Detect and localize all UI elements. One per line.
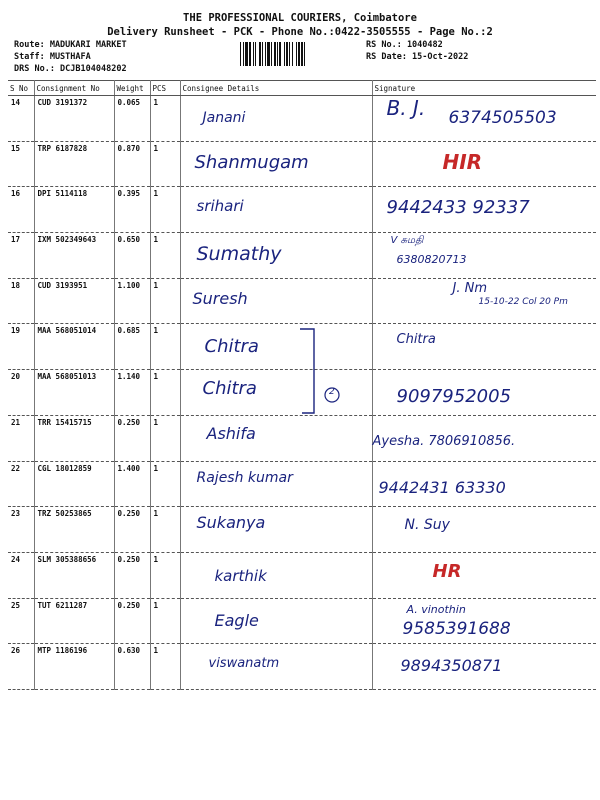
signature-handwritten: 9894350871 [400,656,503,676]
consignee-name-handwritten: karthik [214,566,267,585]
cell-sno: 18 [8,278,34,324]
cell-pcs: 1 [150,415,180,461]
cell-consignment-no: CGL 18012859 [34,461,114,507]
table-row [8,141,596,187]
signature-handwritten: 9442431 63330 [378,477,506,497]
table-row [8,96,596,142]
cell-consignment-no: MTP 1186196 [34,644,114,690]
cell-pcs: 1 [150,324,180,370]
cell-pcs: 1 [150,278,180,324]
cell-consignee [180,278,372,324]
cell-consignment-no: MAA 568051013 [34,370,114,416]
cell-sno: 14 [8,96,34,142]
cell-weight: 1.400 [114,461,150,507]
signature-note-handwritten: 6374505503 [448,108,557,128]
cell-signature [372,415,596,461]
rs-date: RS Date: 15-Oct-2022 [366,52,469,62]
cell-weight: 1.140 [114,370,150,416]
cell-pcs: 1 [150,141,180,187]
signature-handwritten: B. J. [386,96,426,120]
cell-signature [372,141,596,187]
cell-consignment-no: TRZ 50253865 [34,507,114,553]
cell-sno: 23 [8,507,34,553]
cell-consignee [180,141,372,187]
cell-signature [372,370,596,416]
cell-consignment-no: DPI 5114118 [34,187,114,233]
cell-sno: 16 [8,187,34,233]
cell-signature [372,552,596,598]
table-row [8,187,596,233]
table-row [8,233,596,279]
cell-weight: 1.100 [114,278,150,324]
cell-consignee [180,96,372,142]
cell-sno: 26 [8,644,34,690]
cell-pcs: 1 [150,552,180,598]
cell-signature [372,507,596,553]
table-row [8,461,596,507]
cell-sno: 17 [8,233,34,279]
cell-consignee [180,507,372,553]
signature-note-handwritten: 9585391688 [402,618,511,639]
cell-weight: 0.065 [114,96,150,142]
cell-signature [372,187,596,233]
company-title: THE PROFESSIONAL COURIERS, Coimbatore [183,12,417,24]
col-header-signature: Signature [372,81,596,96]
table-row [8,278,596,324]
signature-note-handwritten: 6380820713 [396,253,467,267]
cell-weight: 0.250 [114,552,150,598]
cell-pcs: 1 [150,461,180,507]
consignee-name-handwritten: Shanmugam [194,151,309,173]
cell-consignment-no: MAA 568051014 [34,324,114,370]
cell-consignee [180,461,372,507]
signature-handwritten: Chitra [396,332,436,348]
cell-weight: 0.870 [114,141,150,187]
cell-sno: 22 [8,461,34,507]
cell-pcs: 1 [150,96,180,142]
consignee-name-handwritten: Chitra [202,378,257,400]
table-row [8,415,596,461]
cell-weight: 0.630 [114,644,150,690]
cell-pcs: 1 [150,644,180,690]
table-header-row [8,81,596,96]
col-header-pcs: PCS [150,81,180,96]
cell-weight: 0.395 [114,187,150,233]
signature-handwritten: HR [432,560,462,582]
consignee-name-handwritten: Sukanya [196,513,266,533]
cell-signature [372,96,596,142]
cell-pcs: 1 [150,187,180,233]
staff-label: Staff: MUSTHAFA [14,52,91,62]
table-row [8,598,596,644]
cell-signature [372,324,596,370]
cell-consignee [180,187,372,233]
cell-consignment-no: TRR 15415715 [34,415,114,461]
bracket-note: 2 [329,387,335,397]
route-label: Route: MADUKARI MARKET [14,40,127,50]
cell-consignment-no: CUD 3191372 [34,96,114,142]
signature-note-handwritten: 15-10-22 Col 20 Pm [478,296,568,307]
cell-pcs: 1 [150,507,180,553]
drs-number: DRS No.: DCJB104048202 [14,64,127,74]
cell-consignee [180,644,372,690]
col-header-consignee: Consignee Details [180,81,372,96]
cell-consignment-no: IXM 502349643 [34,233,114,279]
cell-consignment-no: TRP 6187828 [34,141,114,187]
barcode-image [240,42,358,66]
consignee-name-handwritten: Ashifa [206,423,256,443]
col-header-sno: S No [8,81,34,96]
cell-pcs: 1 [150,233,180,279]
signature-handwritten: V சுமதி [390,235,424,247]
cell-signature [372,278,596,324]
cell-signature [372,233,596,279]
col-header-consignment: Consignment No [34,81,114,96]
signature-handwritten: 9442433 92337 [386,197,530,219]
table-row [8,644,596,690]
cell-pcs: 1 [150,598,180,644]
cell-sno: 24 [8,552,34,598]
cell-weight: 0.650 [114,233,150,279]
cell-weight: 0.250 [114,507,150,553]
consignee-name-handwritten: Suresh [192,288,248,308]
table-row [8,552,596,598]
cell-consignee [180,233,372,279]
signature-handwritten: N. Suy [404,517,450,534]
consignee-name-handwritten: Chitra [204,336,259,358]
col-header-weight: Weight [114,81,150,96]
cell-consignment-no: SLM 305388656 [34,552,114,598]
consignee-name-handwritten: Janani [202,110,246,126]
cell-pcs: 1 [150,370,180,416]
cell-consignee [180,415,372,461]
runsheet-title: Delivery Runsheet - PCK - Phone No.:0422-3505555 - Page No.:2 [107,26,493,38]
cell-sno: 19 [8,324,34,370]
cell-consignment-no: CUD 3193951 [34,278,114,324]
signature-handwritten: 9097952005 [396,386,512,408]
bracket-mark [300,325,360,420]
cell-weight: 0.250 [114,598,150,644]
consignee-name-handwritten: Eagle [214,610,259,630]
consignee-name-handwritten: Sumathy [196,243,282,266]
signature-handwritten: Ayesha. 7806910856. [372,433,516,449]
signature-handwritten: HIR [442,149,483,174]
cell-signature [372,461,596,507]
cell-signature [372,644,596,690]
consignee-name-handwritten: viswanatm [208,656,280,672]
signature-handwritten: A. vinothin [406,602,466,616]
consignee-name-handwritten: Rajesh kumar [196,469,293,486]
cell-consignee [180,598,372,644]
cell-sno: 20 [8,370,34,416]
cell-sno: 21 [8,415,34,461]
cell-signature [372,598,596,644]
cell-sno: 15 [8,141,34,187]
cell-weight: 0.250 [114,415,150,461]
cell-weight: 0.685 [114,324,150,370]
signature-handwritten: J. Nm [452,280,487,296]
table-row [8,507,596,553]
consignee-name-handwritten: srihari [196,197,244,216]
cell-sno: 25 [8,598,34,644]
cell-consignee [180,552,372,598]
rs-number: RS No.: 1040482 [366,40,443,50]
cell-consignment-no: TUT 6211287 [34,598,114,644]
